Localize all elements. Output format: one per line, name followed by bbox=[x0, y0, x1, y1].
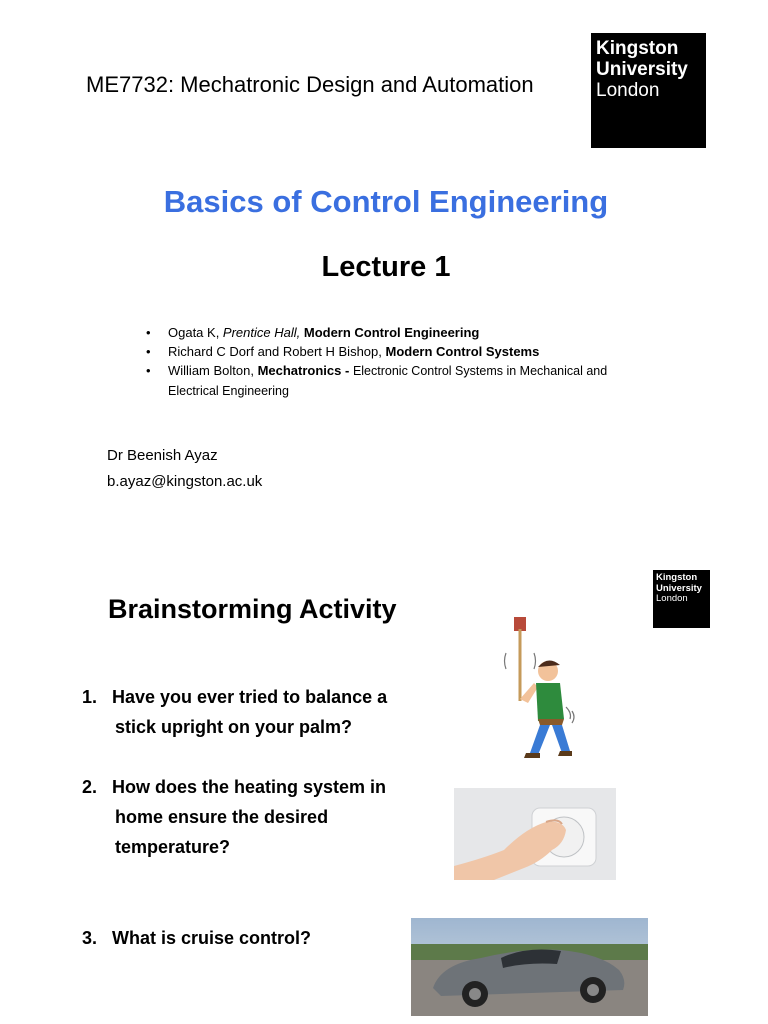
person-shirt bbox=[536, 683, 564, 721]
bullet-icon: • bbox=[146, 344, 151, 359]
logo-line-1: Kingston bbox=[596, 38, 679, 59]
question-2 bbox=[82, 772, 386, 862]
reference-list bbox=[146, 323, 646, 401]
thermostat-photo bbox=[454, 788, 616, 880]
question-1 bbox=[82, 682, 387, 742]
reference-item bbox=[146, 361, 646, 401]
stick-head bbox=[514, 617, 526, 631]
logo-line-2: University bbox=[596, 59, 688, 80]
logo-line-1: Kingston bbox=[656, 572, 698, 583]
lecture-number: Lecture 1 bbox=[321, 251, 451, 283]
reference-item bbox=[146, 323, 646, 342]
sports-car-photo bbox=[411, 918, 648, 1016]
question-number: 3. bbox=[82, 928, 98, 948]
reference-publisher: Prentice Hall, bbox=[222, 325, 301, 340]
reference-item bbox=[146, 342, 646, 361]
reference-author: William Bolton, bbox=[168, 363, 258, 378]
university-logo-small bbox=[653, 570, 710, 628]
logo-line-3: London bbox=[596, 80, 660, 101]
reference-book: Modern Control Systems bbox=[385, 344, 540, 359]
question-line: stick upright on your palm? bbox=[115, 717, 353, 737]
question-number: 1. bbox=[82, 687, 98, 707]
person-arm bbox=[520, 683, 538, 703]
question-line: What is cruise control? bbox=[112, 928, 312, 948]
lecture-topic-title: Basics of Control Engineering bbox=[163, 184, 609, 219]
wheel-hub bbox=[587, 984, 599, 996]
bullet-icon: • bbox=[146, 325, 151, 340]
person-legs bbox=[530, 725, 570, 755]
reference-author: Ogata K, bbox=[168, 325, 223, 340]
question-number: 2. bbox=[82, 777, 98, 797]
lecturer-email: b.ayaz@kingston.ac.uk bbox=[107, 473, 263, 490]
university-logo bbox=[591, 33, 706, 148]
reference-book: Modern Control Engineering bbox=[303, 325, 480, 340]
logo-line-3: London bbox=[656, 593, 688, 604]
stick bbox=[519, 629, 522, 701]
bullet-icon: • bbox=[146, 363, 151, 378]
logo-line-2: University bbox=[656, 582, 702, 594]
question-line: Have you ever tried to balance a bbox=[112, 687, 388, 707]
lecturer-name: Dr Beenish Ayaz bbox=[107, 447, 218, 464]
lecturer-block bbox=[107, 443, 262, 495]
motion-lines-icon bbox=[566, 707, 574, 723]
reference-author: Richard C Dorf and Robert H Bishop, bbox=[168, 344, 386, 359]
wheel-hub bbox=[469, 988, 481, 1000]
question-line: home ensure the desired bbox=[115, 807, 329, 827]
reference-subtitle: Electronic Control Systems in Mechanical and Electrical Engineering bbox=[168, 364, 608, 398]
question-line: How does the heating system in bbox=[112, 777, 387, 797]
person-belt bbox=[538, 719, 564, 725]
course-title: ME7732: Mechatronic Design and Automation bbox=[86, 72, 534, 97]
stick-balance-illustration bbox=[500, 615, 580, 765]
question-3 bbox=[82, 923, 311, 953]
brainstorming-slide bbox=[0, 540, 768, 1024]
question-line: temperature? bbox=[115, 837, 231, 857]
activity-title: Brainstorming Activity bbox=[108, 594, 397, 624]
reference-book: Mechatronics - bbox=[257, 363, 353, 378]
